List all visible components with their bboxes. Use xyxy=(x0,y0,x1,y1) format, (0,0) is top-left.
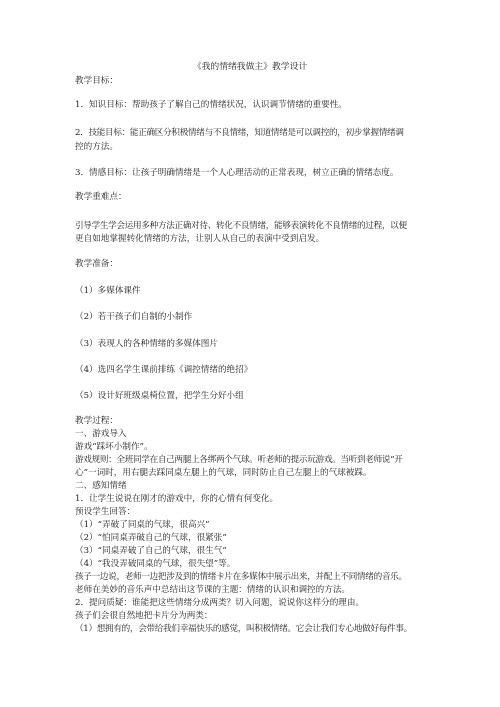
focus-line-1: 引导学生学会运用多种方法正确对待、转化不良情绪，能够表演转化不良情绪的过程，以便 xyxy=(75,221,407,231)
goal-skill-line-1: 2．技能目标：能正确区分积极情绪与不良情绪，知道情绪是可以调控的，初步掌握情绪调 xyxy=(75,128,404,138)
focus-heading: 教学重难点： xyxy=(75,192,127,202)
answer-item: （3）“同桌弄破了自己的气球，很生气” xyxy=(75,546,227,556)
focus-line-2: 更自如地掌握转化情绪的方法，让别人从自己的表演中受到启发。 xyxy=(75,234,325,244)
process-line: （1）想拥有的，会带给我们幸福快乐的感觉，叫积极情绪。它会让我们专心地做好每件事。 xyxy=(75,624,412,634)
process-heading: 教学过程： xyxy=(75,416,118,426)
section-heading: 二、感知情绪 xyxy=(75,481,127,491)
goal-knowledge: 1．知识目标：帮助孩子了解自己的情绪状况，认识调节情绪的重要性。 xyxy=(75,100,347,110)
process-line: 心”一词时，用右腿去踩同桌左腿上的气球，同时防止自己左腿上的气球被踩。 xyxy=(75,468,372,478)
process-line: 游戏规则：全班同学在自己两腿上各绑两个气球。听老师的提示玩游戏。当听到老师说“开 xyxy=(75,455,403,465)
goal-emotion: 3．情感目标：让孩子明确情绪是一个人心理活动的正常表现，树立正确的情绪态度。 xyxy=(75,168,399,178)
answer-item: （4）“我没弄破同桌的气球，很失望”等。 xyxy=(75,559,236,569)
process-line: 2．提问质疑：谁能把这些情绪分成两类？切入问题，说说你这样分的理由。 xyxy=(75,598,365,608)
prep-item: （4）选四名学生课前排练《调控情绪的绝招》 xyxy=(75,365,253,375)
goals-heading: 教学目标： xyxy=(75,76,118,86)
section-heading: 一、游戏导入 xyxy=(75,429,127,439)
process-line: 预设学生回答： xyxy=(75,507,136,517)
process-line: 1．让学生说说在刚才的游戏中，你的心情有何变化。 xyxy=(75,494,279,504)
answer-item: （2）“怕同桌弄破自己的气球，很紧张” xyxy=(75,533,227,543)
process-line: 孩子一边说，老师一边把涉及到的情绪卡片在多媒体中展示出来，并配上不同情绪的音乐。 xyxy=(75,572,407,582)
prep-item: （1）多媒体课件 xyxy=(75,286,141,296)
prep-item: （5）设计好班级桌椅位置，把学生分好小组 xyxy=(75,391,244,401)
goal-skill-line-2: 控的方法。 xyxy=(75,142,118,152)
prep-heading: 教学准备： xyxy=(75,259,118,269)
process-line: 游戏“踩坏小制作”。 xyxy=(75,442,153,452)
process-line: 孩子们会很自然地把卡片分为两类： xyxy=(75,611,213,621)
process-line: 老师在美妙的音乐声中总结出这节课的主题：情绪的认识和调控的方法。 xyxy=(75,585,351,595)
document-title: 《我的情绪我做主》教学设计 xyxy=(192,62,308,72)
answer-item: （1）“弄破了同桌的气球，很高兴” xyxy=(75,520,210,530)
prep-item: （3）表现人的各种情绪的多媒体图片 xyxy=(75,339,218,349)
prep-item: （2）若干孩子们自制的小制作 xyxy=(75,312,193,322)
